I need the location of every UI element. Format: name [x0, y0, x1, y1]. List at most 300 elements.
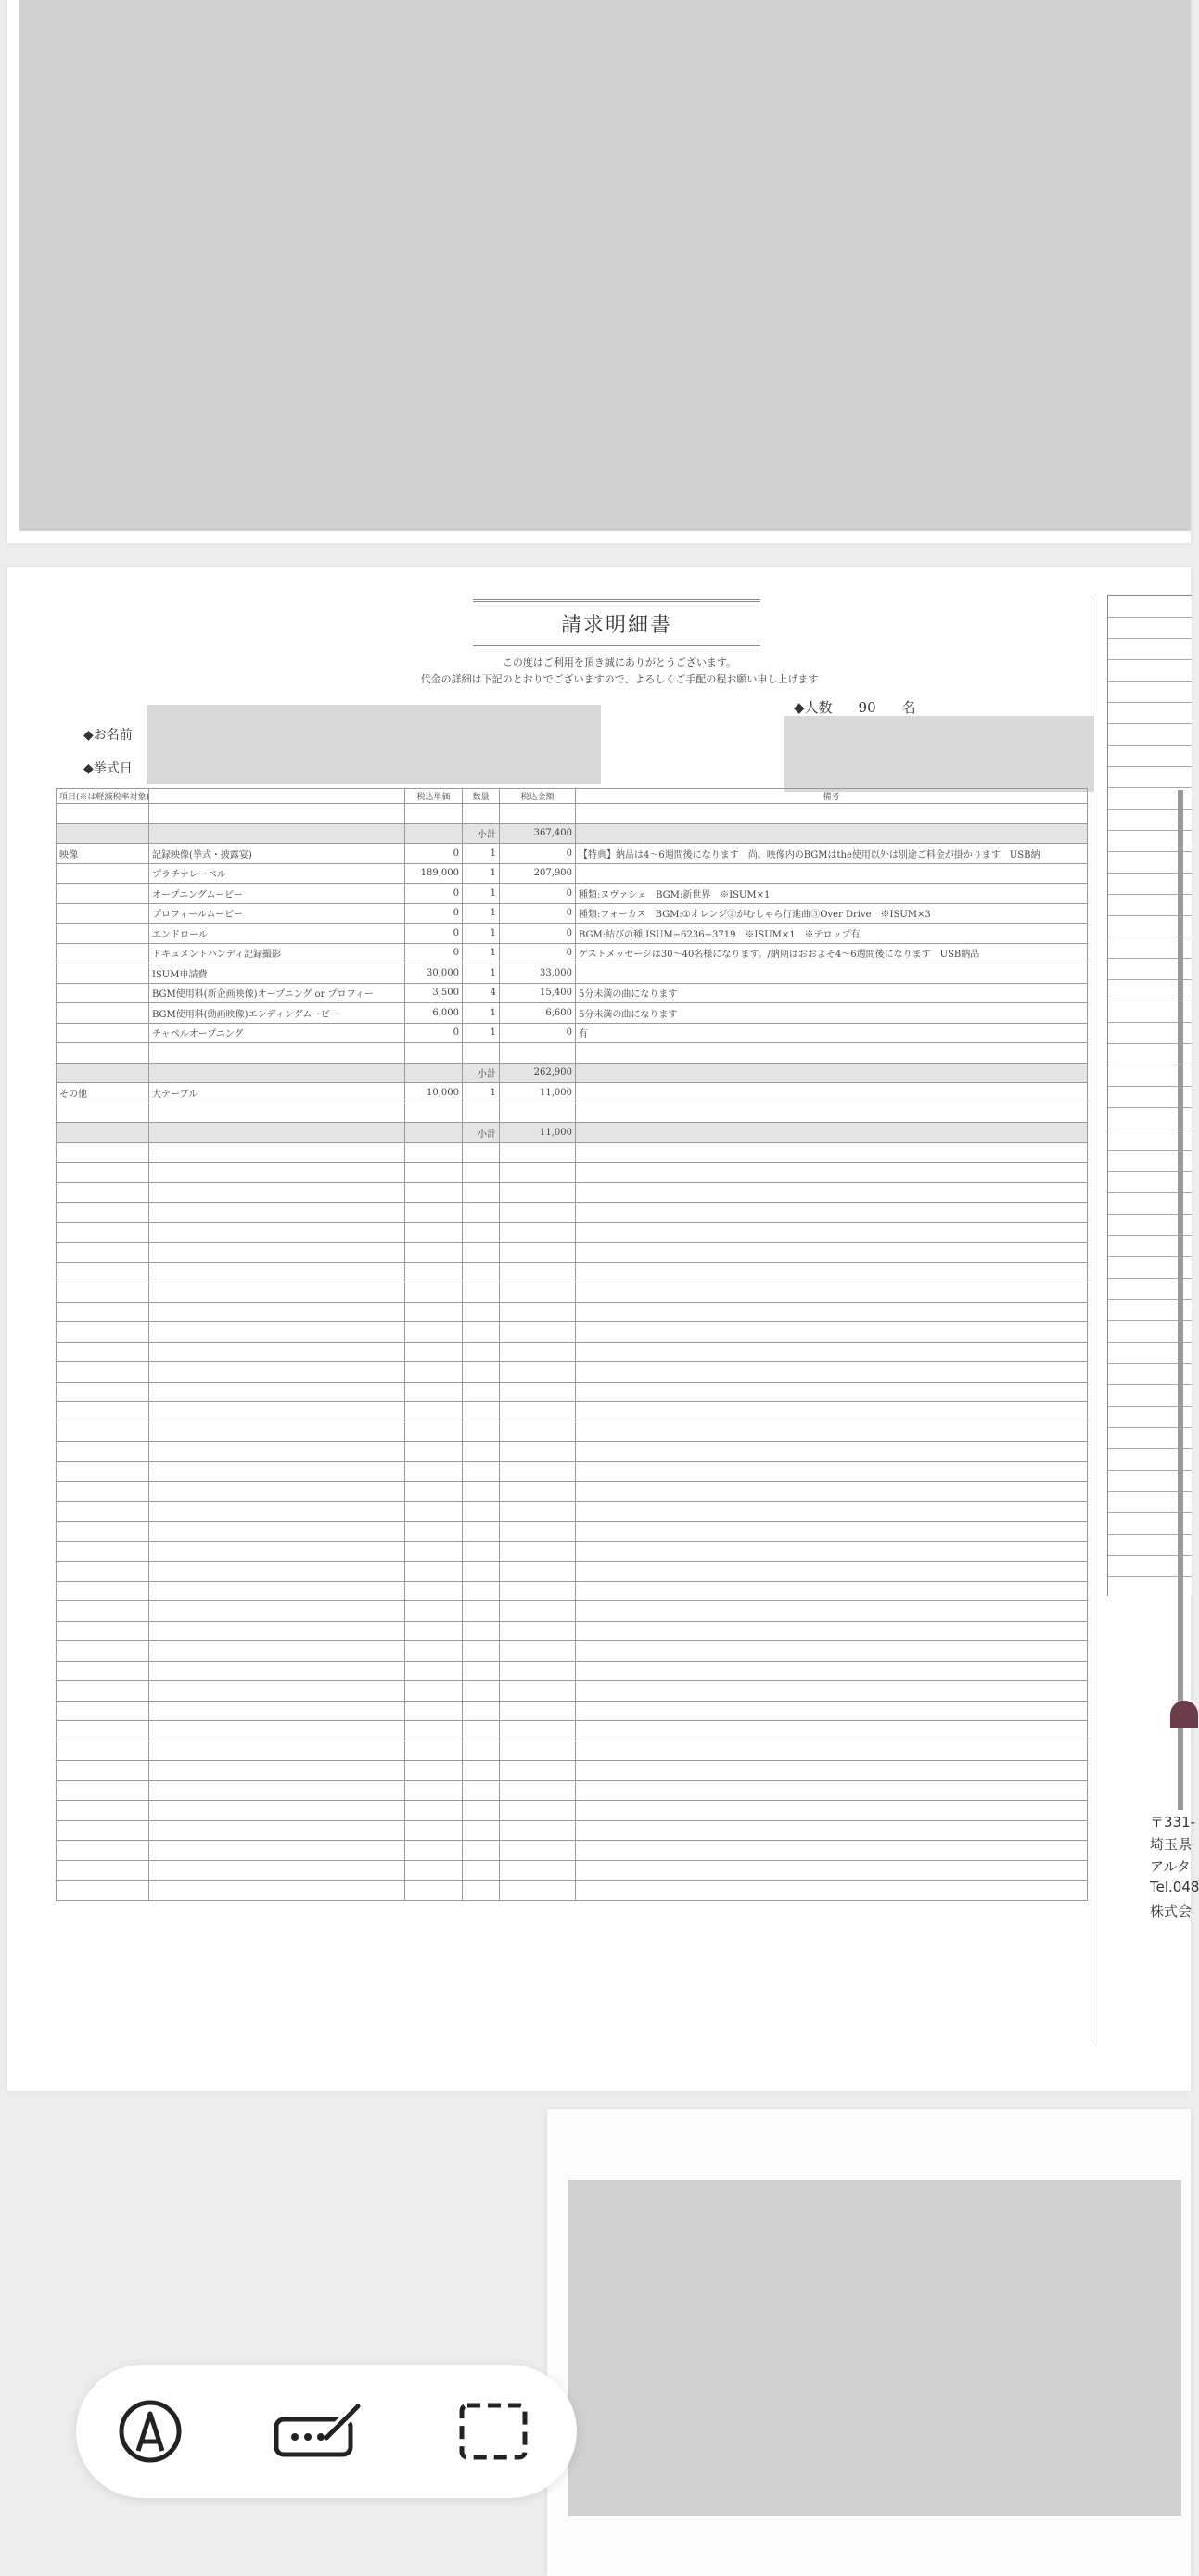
amount-cell: 0	[500, 1023, 576, 1043]
table-row	[57, 844, 1088, 864]
category-cell: 映像	[57, 844, 149, 864]
table-cell	[463, 1621, 500, 1641]
note-cell: ゲストメッセージは30〜40名様になります。/納期はおおよそ4〜6週間後になります USB納品	[576, 943, 1088, 963]
column-header: 項目(※は軽減税率対象)	[57, 789, 149, 804]
table-row	[57, 1083, 1088, 1103]
table-cell	[576, 1701, 1088, 1721]
table-cell	[57, 1103, 149, 1123]
redacted-box	[784, 716, 1094, 792]
table-cell	[405, 823, 463, 844]
table-cell	[463, 1262, 500, 1282]
table-cell	[149, 1721, 405, 1741]
table-cell	[405, 1222, 463, 1243]
table-cell	[463, 1761, 500, 1781]
table-cell	[576, 1382, 1088, 1402]
table-cell	[405, 1442, 463, 1462]
price-cell: 10,000	[405, 1083, 463, 1103]
table-cell	[57, 1302, 149, 1322]
table-cell	[463, 1661, 500, 1681]
table-cell	[576, 1841, 1088, 1861]
table-cell	[463, 1681, 500, 1702]
subtotal-label: 小計	[463, 1123, 500, 1143]
item-cell: BGM使用料(動画映像)エンディングムービー	[149, 1003, 405, 1024]
table-cell	[405, 804, 463, 824]
table-cell	[405, 1621, 463, 1641]
table-row	[57, 1501, 1088, 1522]
subtotal-row	[57, 1123, 1088, 1143]
table-cell	[463, 1362, 500, 1383]
table-cell	[500, 1402, 576, 1422]
table-cell	[57, 1043, 149, 1064]
table-row	[57, 1282, 1088, 1303]
table-cell	[463, 1103, 500, 1123]
table-cell	[576, 823, 1088, 844]
subtotal-row	[57, 1063, 1088, 1083]
table-cell	[149, 1142, 405, 1163]
table-row	[57, 1342, 1088, 1362]
table-cell	[463, 1801, 500, 1821]
column-header: 税込金額	[500, 789, 576, 804]
table-cell	[576, 1601, 1088, 1622]
table-cell	[500, 1043, 576, 1064]
table-cell	[149, 1422, 405, 1442]
table-cell	[576, 1243, 1088, 1263]
table-cell	[149, 1641, 405, 1662]
table-cell	[576, 1203, 1088, 1223]
qty-cell: 1	[463, 884, 500, 904]
table-cell	[500, 1541, 576, 1562]
table-cell	[149, 1541, 405, 1562]
table-cell	[405, 1780, 463, 1801]
table-cell	[57, 1641, 149, 1662]
table-cell	[405, 1841, 463, 1861]
table-cell	[57, 1063, 149, 1083]
table-cell	[463, 1342, 500, 1362]
headcount: ◆人数 90 名	[794, 699, 916, 716]
table-row	[57, 1681, 1088, 1702]
table-cell	[149, 1581, 405, 1601]
table-cell	[57, 1601, 149, 1622]
table-cell	[149, 1123, 405, 1143]
table-cell	[405, 1721, 463, 1741]
table-cell	[405, 1142, 463, 1163]
table-cell	[500, 1841, 576, 1861]
table-row	[57, 1262, 1088, 1282]
price-cell: 30,000	[405, 963, 463, 984]
table-cell	[576, 1163, 1088, 1183]
table-cell	[463, 1142, 500, 1163]
adjacent-page-bar	[1178, 790, 1183, 1810]
column-header: 税込単価	[405, 789, 463, 804]
table-cell	[149, 1382, 405, 1402]
amount-cell: 207,900	[500, 863, 576, 884]
table-cell	[463, 1243, 500, 1263]
table-cell	[576, 1621, 1088, 1641]
table-cell	[463, 1203, 500, 1223]
item-cell: プラチナレーベル	[149, 863, 405, 884]
table-cell	[463, 1601, 500, 1622]
table-row	[57, 903, 1088, 924]
column-header	[149, 789, 405, 804]
note-cell: 5分未満の曲になります	[576, 983, 1088, 1003]
table-cell	[57, 1841, 149, 1861]
umbrella-icon	[1170, 1701, 1198, 1728]
table-cell	[463, 1422, 500, 1442]
table-cell	[405, 1881, 463, 1901]
signature-icon[interactable]	[273, 2396, 365, 2467]
table-row	[57, 1322, 1088, 1343]
table-cell	[500, 1801, 576, 1821]
table-cell	[500, 1282, 576, 1303]
subtotal-row	[57, 823, 1088, 844]
table-cell	[57, 1442, 149, 1462]
table-cell	[576, 1142, 1088, 1163]
table-cell	[57, 1322, 149, 1343]
amount-cell: 0	[500, 943, 576, 963]
table-row	[57, 1541, 1088, 1562]
table-row	[57, 1841, 1088, 1861]
table-cell	[405, 1461, 463, 1482]
table-cell	[149, 1043, 405, 1064]
item-cell: 大テーブル	[149, 1083, 405, 1103]
table-cell	[500, 1142, 576, 1163]
table-cell	[500, 1820, 576, 1841]
table-cell	[149, 1203, 405, 1223]
table-cell	[576, 1780, 1088, 1801]
table-cell	[57, 963, 149, 984]
table-row	[57, 1243, 1088, 1263]
table-cell	[500, 1601, 576, 1622]
price-cell: 6,000	[405, 1003, 463, 1024]
table-cell	[576, 1402, 1088, 1422]
note-cell: 種類:フォーカス BGM:①オレンジ②がむしゃら行進曲③Over Drive ※ISUM×3	[576, 903, 1088, 924]
table-row	[57, 1302, 1088, 1322]
table-cell	[57, 1541, 149, 1562]
table-row	[57, 1222, 1088, 1243]
item-cell: プロフィールムービー	[149, 903, 405, 924]
table-cell	[149, 1402, 405, 1422]
table-cell	[463, 1641, 500, 1662]
table-cell	[500, 1661, 576, 1681]
price-cell: 189,000	[405, 863, 463, 884]
table-cell	[149, 1182, 405, 1203]
table-cell	[405, 1262, 463, 1282]
table-cell	[149, 1522, 405, 1542]
table-cell	[500, 1741, 576, 1761]
qty-cell: 1	[463, 943, 500, 963]
table-cell	[405, 1382, 463, 1402]
table-cell	[500, 1780, 576, 1801]
table-cell	[405, 1860, 463, 1881]
table-cell	[57, 1881, 149, 1901]
table-row	[57, 1103, 1088, 1123]
markup-pen-icon[interactable]	[115, 2396, 185, 2467]
amount-cell: 0	[500, 884, 576, 904]
table-row	[57, 1820, 1088, 1841]
table-cell	[57, 1402, 149, 1422]
redacted-area	[568, 2180, 1181, 2516]
table-cell	[576, 1581, 1088, 1601]
table-cell	[405, 1581, 463, 1601]
table-cell	[500, 1103, 576, 1123]
table-cell	[500, 1442, 576, 1462]
table-cell	[149, 1163, 405, 1183]
table-cell	[463, 1541, 500, 1562]
qty-cell: 1	[463, 924, 500, 944]
note-cell: 種類:ヌヴァシェ BGM:新世界 ※ISUM×1	[576, 884, 1088, 904]
table-cell	[405, 1661, 463, 1681]
table-cell	[405, 1482, 463, 1502]
table-cell	[57, 863, 149, 884]
table-row	[57, 1003, 1088, 1024]
table-cell	[500, 1182, 576, 1203]
table-cell	[576, 1761, 1088, 1781]
table-cell	[576, 1461, 1088, 1482]
table-cell	[463, 1322, 500, 1343]
subtotal-label: 小計	[463, 1063, 500, 1083]
table-cell	[405, 1801, 463, 1821]
table-row	[57, 1741, 1088, 1761]
table-cell	[405, 1402, 463, 1422]
table-row	[57, 1801, 1088, 1821]
table-cell	[463, 1182, 500, 1203]
table-cell	[576, 1422, 1088, 1442]
table-cell	[463, 1741, 500, 1761]
table-cell	[405, 1681, 463, 1702]
table-cell	[576, 1222, 1088, 1243]
table-cell	[463, 1442, 500, 1462]
note-cell: 【特典】納品は4〜6週間後になります 尚、映像内のBGMはthe使用以外は別途ご料金が掛かります USB納	[576, 844, 1088, 864]
table-cell	[149, 1741, 405, 1761]
greeting-line-2: 代金の詳細は下記のとおりでございますので、よろしくご手配の程お願い申し上げます	[420, 673, 819, 685]
table-cell	[57, 1820, 149, 1841]
table-cell	[463, 1461, 500, 1482]
table-cell	[405, 1043, 463, 1064]
address-line: 埼玉県	[1150, 1836, 1193, 1853]
table-cell	[500, 1163, 576, 1183]
table-cell	[463, 1780, 500, 1801]
table-cell	[149, 1282, 405, 1303]
table-cell	[463, 1841, 500, 1861]
table-cell	[576, 1721, 1088, 1741]
markup-toolbar	[76, 2365, 577, 2498]
subtotal-value: 367,400	[500, 823, 576, 844]
table-cell	[57, 903, 149, 924]
table-cell	[57, 1282, 149, 1303]
table-cell	[463, 1701, 500, 1721]
table-cell	[149, 1342, 405, 1362]
table-cell	[500, 1522, 576, 1542]
table-cell	[149, 1562, 405, 1582]
price-cell: 0	[405, 1023, 463, 1043]
qty-cell: 4	[463, 983, 500, 1003]
table-cell	[405, 1601, 463, 1622]
column-header: 数量	[463, 789, 500, 804]
table-cell	[57, 1222, 149, 1243]
table-cell	[405, 1522, 463, 1542]
table-row	[57, 1482, 1088, 1502]
table-row	[57, 1442, 1088, 1462]
table-cell	[576, 1641, 1088, 1662]
address-line: Tel.048	[1150, 1879, 1199, 1895]
table-cell	[463, 804, 500, 824]
table-cell	[57, 1860, 149, 1881]
table-row	[57, 963, 1088, 984]
table-cell	[463, 1163, 500, 1183]
table-cell	[576, 1103, 1088, 1123]
table-cell	[149, 1442, 405, 1462]
table-cell	[500, 1461, 576, 1482]
table-cell	[500, 1262, 576, 1282]
qty-cell: 1	[463, 1083, 500, 1103]
table-row	[57, 863, 1088, 884]
table-cell	[57, 1203, 149, 1223]
table-row	[57, 943, 1088, 963]
amount-cell: 6,600	[500, 1003, 576, 1024]
table-cell	[149, 1701, 405, 1721]
table-row	[57, 1522, 1088, 1542]
table-cell	[57, 943, 149, 963]
ceremony-date-label: ◆挙式日	[83, 761, 133, 776]
note-cell: 有	[576, 1023, 1088, 1043]
table-cell	[57, 1243, 149, 1263]
table-cell	[149, 1362, 405, 1383]
table-cell	[500, 1222, 576, 1243]
table-row	[57, 983, 1088, 1003]
qty-cell: 1	[463, 863, 500, 884]
table-cell	[57, 1163, 149, 1183]
table-row	[57, 1701, 1088, 1721]
table-cell	[500, 1342, 576, 1362]
table-cell	[463, 1282, 500, 1303]
table-cell	[57, 1501, 149, 1522]
table-cell	[463, 1881, 500, 1901]
table-cell	[57, 1522, 149, 1542]
table-cell	[57, 1023, 149, 1043]
amount-cell: 11,000	[500, 1083, 576, 1103]
item-cell: チャペルオープニング	[149, 1023, 405, 1043]
table-cell	[57, 1342, 149, 1362]
table-cell	[405, 1362, 463, 1383]
price-cell: 0	[405, 924, 463, 944]
table-cell	[149, 804, 405, 824]
price-cell: 0	[405, 943, 463, 963]
table-cell	[405, 1063, 463, 1083]
qty-cell: 1	[463, 903, 500, 924]
page-top	[7, 0, 1191, 543]
name-label: ◆お名前	[83, 728, 133, 743]
address-line: 〒331-	[1150, 1814, 1196, 1830]
table-cell	[149, 1621, 405, 1641]
table-cell	[576, 1522, 1088, 1542]
table-row	[57, 1402, 1088, 1422]
table-cell	[57, 1761, 149, 1781]
table-cell	[576, 1501, 1088, 1522]
table-row	[57, 1461, 1088, 1482]
table-cell	[500, 804, 576, 824]
table-cell	[405, 1243, 463, 1263]
table-cell	[149, 1860, 405, 1881]
table-cell	[576, 1282, 1088, 1303]
table-cell	[57, 1661, 149, 1681]
table-cell	[463, 1562, 500, 1582]
item-cell: BGM使用料(新企画映像)オープニング or プロフィー	[149, 983, 405, 1003]
qty-cell: 1	[463, 844, 500, 864]
amount-cell: 0	[500, 924, 576, 944]
table-row	[57, 1182, 1088, 1203]
table-cell	[405, 1501, 463, 1522]
table-cell	[57, 1562, 149, 1582]
table-cell	[405, 1820, 463, 1841]
table-cell	[57, 1142, 149, 1163]
table-cell	[57, 1262, 149, 1282]
table-cell	[405, 1302, 463, 1322]
subtotal-value: 262,900	[500, 1063, 576, 1083]
table-cell	[576, 1123, 1088, 1143]
table-cell	[576, 1741, 1088, 1761]
table-row	[57, 1780, 1088, 1801]
note-cell	[576, 963, 1088, 984]
table-cell	[57, 924, 149, 944]
table-cell	[463, 1501, 500, 1522]
table-cell	[149, 1820, 405, 1841]
table-row	[57, 1023, 1088, 1043]
table-cell	[576, 1562, 1088, 1582]
subtotal-value: 11,000	[500, 1123, 576, 1143]
table-cell	[500, 1203, 576, 1223]
table-cell	[57, 1701, 149, 1721]
table-cell	[149, 1881, 405, 1901]
table-cell	[463, 1043, 500, 1064]
table-cell	[57, 1801, 149, 1821]
table-row	[57, 1043, 1088, 1064]
redacted-name	[147, 705, 601, 784]
table-cell	[500, 1860, 576, 1881]
note-cell: BGM:結びの種,ISUM−6236−3719 ※ISUM×1 ※テロップ有	[576, 924, 1088, 944]
price-cell: 0	[405, 844, 463, 864]
qty-cell: 1	[463, 963, 500, 984]
table-cell	[149, 1063, 405, 1083]
table-cell	[500, 1581, 576, 1601]
table-cell	[57, 1741, 149, 1761]
selection-icon[interactable]	[458, 2396, 529, 2467]
table-cell	[149, 1780, 405, 1801]
invoice-page[interactable]	[7, 567, 1199, 2091]
table-row	[57, 1721, 1088, 1741]
table-row	[57, 1142, 1088, 1163]
table-cell	[149, 1222, 405, 1243]
table-cell	[500, 1621, 576, 1641]
table-cell	[500, 1641, 576, 1662]
invoice-table	[56, 788, 1088, 1901]
note-cell	[576, 1083, 1088, 1103]
category-cell: その他	[57, 1083, 149, 1103]
table-row	[57, 1881, 1088, 1901]
table-row	[57, 1621, 1088, 1641]
table-cell	[149, 1103, 405, 1123]
table-cell	[576, 1801, 1088, 1821]
table-row	[57, 1661, 1088, 1681]
table-cell	[149, 1841, 405, 1861]
table-row	[57, 1562, 1088, 1582]
table-cell	[500, 1761, 576, 1781]
table-row	[57, 1382, 1088, 1402]
table-cell	[405, 1203, 463, 1223]
table-cell	[463, 1860, 500, 1881]
table-cell	[57, 823, 149, 844]
table-row	[57, 1163, 1088, 1183]
table-cell	[500, 1322, 576, 1343]
